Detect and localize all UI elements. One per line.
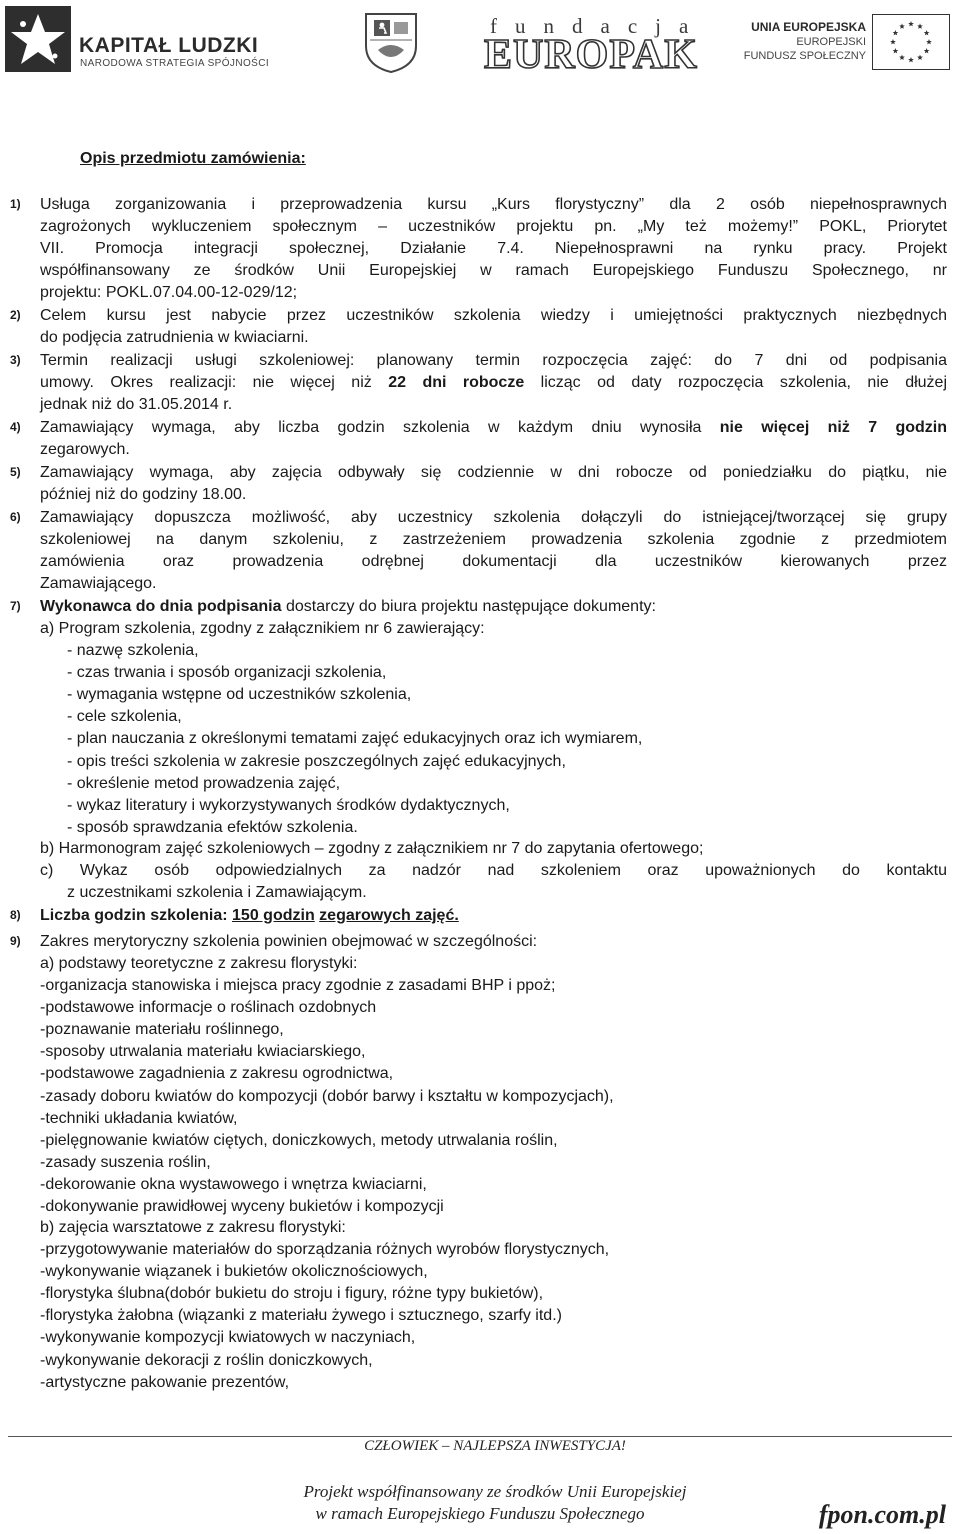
item-1-line: projektu: POKL.07.04.00-12-029/12; xyxy=(40,284,298,301)
item-1-line: współfinansowany ze środków Unii Europejskiej w ramach Europejskiego Funduszu Społecznego, nr xyxy=(40,262,947,279)
list-item: - czas trwania i sposób organizacji szkolenia, xyxy=(67,664,387,682)
list-item: -podstawowe zagadnienia z zakresu ogrodnictwa, xyxy=(40,1065,394,1083)
item-5-line: Zamawiający wymaga, aby zajęcia odbywały się codziennie w dni robocze od poniedziałku do piątku, nie xyxy=(40,464,947,481)
footer-line-1: Projekt współfinansowany ze środków Unii Europejskiej xyxy=(303,1482,687,1501)
item-2-line: do podjęcia zatrudnienia w kwiaciarni. xyxy=(40,329,309,346)
header-logos xyxy=(0,0,960,80)
eu-flag-icon xyxy=(872,14,950,70)
kapital-ludzki-subtitle: NARODOWA STRATEGIA SPÓJNOŚCI xyxy=(80,58,270,69)
list-item: -florystyka ślubna(dobór bukietu do stroju i figury, różne typy bukietów), xyxy=(40,1285,544,1303)
item-4-line: zegarowych. xyxy=(40,441,130,458)
list-item: -artystyczne pakowanie prezentów, xyxy=(40,1373,290,1391)
list-item: -sposoby utrwalania materiału kwiaciarskiego, xyxy=(40,1043,366,1061)
list-item: -techniki układania kwiatów, xyxy=(40,1109,238,1127)
item-7a-line: a) Program szkolenia, zgodny z załącznikiem nr 6 zawierający: xyxy=(40,620,485,637)
item-6-line: Zamawiającego. xyxy=(40,575,157,592)
list-item: -podstawowe informacje o roślinach ozdobnych xyxy=(40,999,377,1017)
fundacja-europak-logo xyxy=(484,14,734,78)
item-3-line: jednak niż do 31.05.2014 r. xyxy=(40,396,233,413)
list-item: - określenie metod prowadzenia zajęć, xyxy=(67,774,341,792)
list-item: -dekorowanie okna wystawowego i wnętrza kwiaciarni, xyxy=(40,1175,427,1193)
list-item: - sposób sprawdzania efektów szkolenia. xyxy=(67,818,358,836)
item-7-line: Wykonawca do dnia podpisania dostarczy do biura projektu następujące dokumenty: xyxy=(40,598,656,615)
list-item: -wykonywanie wiązanek i bukietów okolicznościowych, xyxy=(40,1263,428,1281)
footer-slogan: CZŁOWIEK – NAJLEPSZA INWESTYCJA! xyxy=(364,1438,626,1454)
kapital-ludzki-title: KAPITAŁ LUDZKI xyxy=(79,34,259,57)
footer-line-2: w ramach Europejskiego Funduszu Społecznego xyxy=(315,1504,645,1523)
item-number: 5) xyxy=(10,465,21,479)
list-item: -pielęgnowanie kwiatów ciętych, doniczkowych, metody utrwalania roślin, xyxy=(40,1131,558,1149)
association-seal-icon xyxy=(362,10,420,74)
item-9a-line: a) podstawy teoretyczne z zakresu florystyki: xyxy=(40,955,358,972)
item-6-line: Zamawiający dopuszcza możliwość, aby uczestnicy szkolenia dołączyli do istniejącej/tworzącej się grupy xyxy=(40,509,947,526)
watermark: fpon.com.pl xyxy=(818,1500,946,1529)
item-number: 7) xyxy=(10,599,21,613)
eu-line-2: EUROPEJSKI xyxy=(796,36,866,48)
kapital-ludzki-star-icon xyxy=(5,6,71,72)
item-4-line: Zamawiający wymaga, aby liczba godzin szkolenia w każdym dniu wynosiła nie więcej niż 7 godzin xyxy=(40,419,947,436)
list-item: -wykonywanie kompozycji kwiatowych w naczyniach, xyxy=(40,1329,416,1347)
item-1-line: VII. Promocja integracji społecznej, Działanie 7.4. Niepełnosprawni na rynku pracy. Projekt xyxy=(40,240,947,257)
list-item: -zasady suszenia roślin, xyxy=(40,1153,211,1171)
list-item: - wymagania wstępne od uczestników szkolenia, xyxy=(67,686,412,704)
fundacja-label: fundacja xyxy=(490,14,707,38)
list-item: -poznawanie materiału roślinnego, xyxy=(40,1021,284,1039)
list-item: -organizacja stanowiska i miejsca pracy zgodnie z zasadami BHP i ppoż; xyxy=(40,977,556,994)
kapital-ludzki-logo xyxy=(5,6,275,70)
list-item: - nazwę szkolenia, xyxy=(67,642,199,659)
item-8-line: Liczba godzin szkolenia: 150 godzin zegarowych zajęć. xyxy=(40,907,459,924)
footer-divider xyxy=(8,1436,952,1437)
item-3-line: umowy. Okres realizacji: nie więcej niż 22 dni robocze licząc od daty rozpoczęcia szkolenia, nie dłużej xyxy=(40,374,948,391)
item-6-line: zamówienia oraz prowadzenia odrębnej dokumentacji dla uczestników kierowanych przez xyxy=(40,553,947,570)
item-6-line: szkoleniowej na danym szkoleniu, z zastrzeżeniem prowadzenia szkolenia zgodnie z przedmiotem xyxy=(40,531,947,548)
list-item: -zasady doboru kwiatów do kompozycji (dobór barwy i kształtu w kompozycjach), xyxy=(40,1087,614,1105)
item-2-line: Celem kursu jest nabycie przez uczestników szkolenia wiedzy i umiejętności praktycznych niezbędnych xyxy=(40,307,947,324)
list-item: -dokonywanie prawidłowej wyceny bukietów i kompozycji xyxy=(40,1198,444,1215)
eu-line-3: FUNDUSZ SPOŁECZNY xyxy=(743,50,866,62)
item-3-line: Termin realizacji usługi szkoleniowej: planowany termin rozpoczęcia zajęć: do 7 dni od podpisania xyxy=(40,352,947,369)
item-number: 6) xyxy=(10,510,21,524)
item-1-line: Usługa zorganizowania i przeprowadzenia kursu „Kurs florystyczny” dla 2 osób niepełnosprawnych xyxy=(40,196,947,213)
list-item: - wykaz literatury i wykorzystywanych środków dydaktycznych, xyxy=(67,796,510,814)
item-7b-line: b) Harmonogram zajęć szkoleniowych – zgodny z załącznikiem nr 7 do zapytania ofertowego; xyxy=(40,840,704,857)
page-title: Opis przedmiotu zamówienia: xyxy=(80,150,306,167)
item-number: 1) xyxy=(10,197,21,211)
list-item: -wykonywanie dekoracji z roślin doniczkowych, xyxy=(40,1351,373,1369)
item-number: 2) xyxy=(10,308,21,322)
item-number: 9) xyxy=(10,934,21,948)
item-number: 4) xyxy=(10,420,21,434)
eu-logo xyxy=(743,14,950,74)
item-9b-line: b) zajęcia warsztatowe z zakresu florystyki: xyxy=(40,1219,346,1236)
item-7c-line: z uczestnikami szkolenia i Zamawiającym. xyxy=(67,884,367,901)
list-item: - plan nauczania z określonymi tematami zajęć edukacyjnych oraz ich wymiarem, xyxy=(67,730,643,748)
item-7c-line: c) Wykaz osób odpowiedzialnych za nadzór nad szkoleniem oraz upoważnionych do kontaktu xyxy=(40,862,947,879)
item-9-line: Zakres merytoryczny szkolenia powinien obejmować w szczególności: xyxy=(40,933,538,950)
list-item: -florystyka żałobna (wiązanki z materiału żywego i sztucznego, szarfy itd.) xyxy=(40,1307,562,1325)
item-5-line: później niż do godziny 18.00. xyxy=(40,486,247,503)
list-item: -przygotowywanie materiałów do sporządzania różnych wyrobów florystycznych, xyxy=(40,1241,610,1258)
item-1-line: zagrożonych wykluczeniem społecznym – uczestników projektu pn. „My też możemy!” POKL, Priorytet xyxy=(40,218,947,235)
item-number: 3) xyxy=(10,353,21,367)
list-item: - cele szkolenia, xyxy=(67,708,182,726)
europak-label: EUROPAK xyxy=(484,32,698,78)
eu-line-1: UNIA EUROPEJSKA xyxy=(751,20,866,34)
item-number: 8) xyxy=(10,908,21,922)
list-item: - opis treści szkolenia w zakresie poszczególnych zajęć edukacyjnych, xyxy=(67,752,566,770)
